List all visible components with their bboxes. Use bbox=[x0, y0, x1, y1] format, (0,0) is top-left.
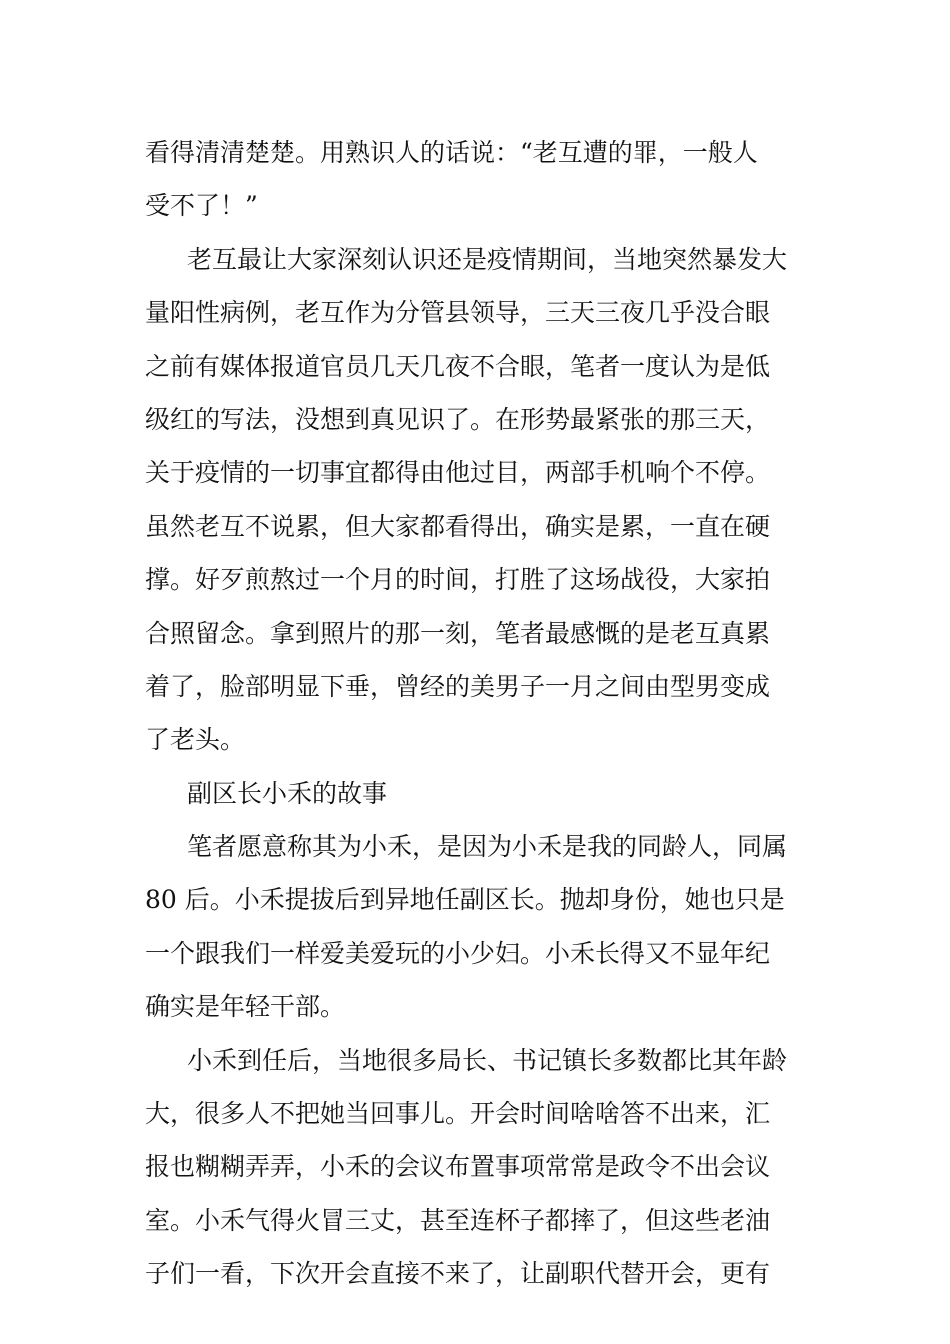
text-line: 大，很多人不把她当回事儿。开会时间啥啥答不出来，汇 bbox=[145, 1099, 771, 1129]
text-line: 确实是年轻干部。 bbox=[145, 992, 346, 1022]
text-line: 虽然老互不说累，但大家都看得出，确实是累，一直在硬 bbox=[145, 511, 771, 541]
text-line: 关于疫情的一切事宜都得由他过目，两部手机响个不停。 bbox=[145, 458, 771, 488]
text-line: 子们一看，下次开会直接不来了，让副职代替开会，更有 bbox=[145, 1259, 771, 1289]
text-line: 合照留念。拿到照片的那一刻，笔者最感慨的是老互真累 bbox=[145, 618, 771, 648]
text-line: 级红的写法，没想到真见识了。在形势最紧张的那三天， bbox=[145, 404, 771, 434]
text-line: 量阳性病例，老互作为分管县领导，三天三夜几乎没合眼 bbox=[145, 298, 771, 328]
paragraph-start-line: 老互最让大家深刻认识还是疫情期间，当地突然暴发大 bbox=[187, 244, 788, 274]
text-line: 着了，脸部明显下垂，曾经的美男子一月之间由型男变成 bbox=[145, 671, 771, 701]
text-line: 受不了！” bbox=[145, 191, 258, 221]
section-heading: 副区长小禾的故事 bbox=[187, 778, 388, 808]
text-line: 报也糊糊弄弄，小禾的会议布置事项常常是政令不出会议 bbox=[145, 1152, 771, 1182]
text-line: 撑。好歹煎熬过一个月的时间，打胜了这场战役，大家拍 bbox=[145, 565, 771, 595]
body-text bbox=[145, 126, 810, 1301]
text-line: 一个跟我们一样爱美爱玩的小少妇。小禾长得又不显年纪 bbox=[145, 938, 771, 968]
text-line: 之前有媒体报道官员几天几夜不合眼，笔者一度认为是低 bbox=[145, 351, 771, 381]
text-line: 了老头。 bbox=[145, 725, 246, 755]
paragraph-start-line: 笔者愿意称其为小禾，是因为小禾是我的同龄人，同属 bbox=[187, 832, 788, 862]
text-line: 80 后。小禾提拔后到异地任副区长。抛却身份，她也只是 bbox=[145, 885, 785, 915]
paragraph-start-line: 小禾到任后，当地很多局长、书记镇长多数都比其年龄 bbox=[187, 1045, 788, 1075]
text-line: 看得清清楚楚。用熟识人的话说：“老互遭的罪，一般人 bbox=[145, 138, 758, 167]
text-line: 室。小禾气得火冒三丈，甚至连杯子都摔了，但这些老油 bbox=[145, 1205, 771, 1235]
